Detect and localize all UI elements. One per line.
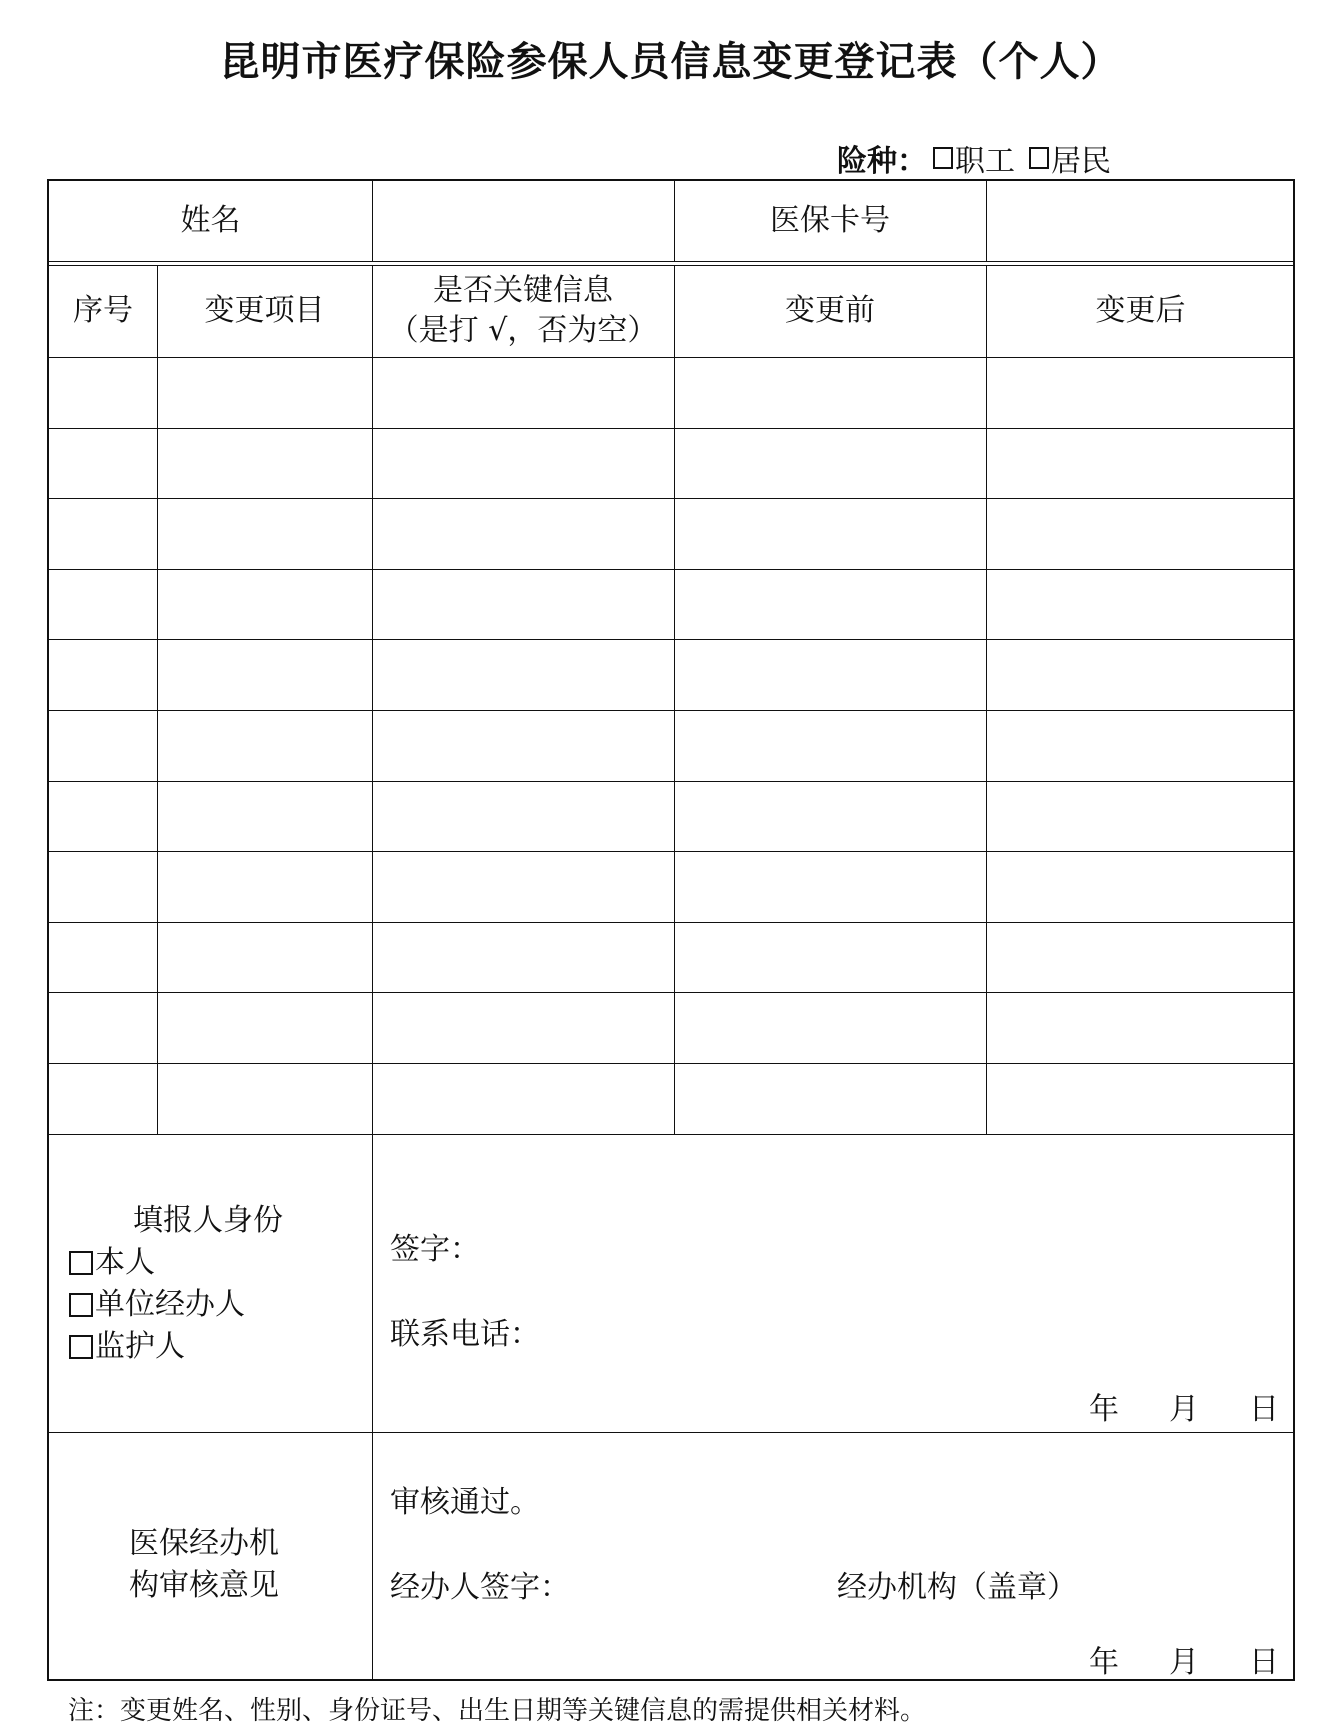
checkbox-icon[interactable] (933, 147, 953, 169)
filer-option-guardian[interactable] (69, 1326, 283, 1368)
table-cell[interactable] (674, 1063, 986, 1134)
filer-option-label: 监护人 (95, 1328, 185, 1364)
col-header-after: 变更后 (1095, 293, 1186, 328)
table-cell[interactable] (372, 781, 674, 852)
filer-identity-title: 填报人身份 (133, 1202, 283, 1238)
card-number-input[interactable] (986, 181, 1295, 261)
table-cell[interactable] (674, 357, 986, 428)
table-cell[interactable] (157, 1063, 372, 1134)
table-cell[interactable] (986, 569, 1295, 640)
insurance-option-employee[interactable] (927, 136, 1015, 180)
table-cell[interactable] (986, 357, 1295, 428)
filer-date-day: 日 (1249, 1392, 1279, 1427)
card-number-label: 医保卡号 (770, 203, 890, 238)
table-cell[interactable] (674, 992, 986, 1063)
form-title: 昆明市医疗保险参保人员信息变更登记表（个人） (219, 39, 1122, 85)
table-cell[interactable] (674, 569, 986, 640)
table-cell[interactable] (986, 922, 1295, 993)
table-cell[interactable] (674, 851, 986, 922)
filer-date-month: 月 (1169, 1392, 1199, 1427)
filer-option-unit-agent[interactable] (69, 1284, 283, 1326)
handler-signature-label: 经办人签字： (390, 1570, 570, 1605)
registration-form (47, 179, 1295, 1681)
insurance-option-resident[interactable] (1023, 136, 1111, 180)
review-approved-text: 审核通过。 (390, 1485, 540, 1520)
table-cell[interactable] (372, 357, 674, 428)
table-cell[interactable] (157, 639, 372, 710)
table-cell[interactable] (986, 639, 1295, 710)
filer-option-label: 单位经办人 (95, 1286, 245, 1322)
table-cell[interactable] (157, 428, 372, 499)
table-cell[interactable] (157, 922, 372, 993)
review-title-line1: 医保经办机 (129, 1526, 279, 1561)
table-cell[interactable] (372, 498, 674, 569)
checkbox-icon[interactable] (69, 1335, 93, 1359)
review-title-line2: 构审核意见 (129, 1568, 279, 1603)
footnote: 注：变更姓名、性别、身份证号、出生日期等关键信息的需提供相关材料。 (68, 1696, 927, 1726)
table-cell[interactable] (372, 1063, 674, 1134)
name-label: 姓名 (180, 203, 241, 238)
review-date-day: 日 (1249, 1645, 1279, 1680)
table-cell[interactable] (674, 428, 986, 499)
col-header-item: 变更项目 (204, 293, 325, 328)
table-cell[interactable] (157, 710, 372, 781)
table-cell[interactable] (157, 851, 372, 922)
table-cell[interactable] (674, 781, 986, 852)
table-cell[interactable] (372, 569, 674, 640)
table-cell[interactable] (157, 781, 372, 852)
table-cell[interactable] (986, 992, 1295, 1063)
col-header-before: 变更前 (785, 293, 875, 328)
table-cell[interactable] (674, 922, 986, 993)
table-cell[interactable] (986, 781, 1295, 852)
checkbox-icon[interactable] (1029, 147, 1049, 169)
review-date-year: 年 (1089, 1645, 1119, 1680)
review-date-month: 月 (1169, 1645, 1199, 1680)
col-header-seq: 序号 (73, 293, 133, 328)
checkbox-icon[interactable] (69, 1293, 93, 1317)
table-cell[interactable] (49, 357, 157, 428)
table-cell[interactable] (49, 569, 157, 640)
table-cell[interactable] (157, 357, 372, 428)
filer-option-label: 本人 (95, 1244, 155, 1280)
table-cell[interactable] (986, 1063, 1295, 1134)
checkbox-icon[interactable] (69, 1251, 93, 1275)
filer-option-self[interactable] (69, 1242, 283, 1284)
table-cell[interactable] (49, 992, 157, 1063)
grid-line (49, 1134, 1293, 1135)
insurance-option-label: 职工 (955, 144, 1015, 179)
table-cell[interactable] (49, 922, 157, 993)
table-cell[interactable] (372, 992, 674, 1063)
table-cell[interactable] (49, 639, 157, 710)
signature-label: 签字： (390, 1232, 480, 1267)
phone-label: 联系电话： (390, 1317, 540, 1352)
insurance-type (837, 136, 1119, 180)
grid-line (986, 181, 987, 261)
table-cell[interactable] (157, 498, 372, 569)
table-cell[interactable] (49, 781, 157, 852)
table-cell[interactable] (986, 851, 1295, 922)
table-cell[interactable] (674, 639, 986, 710)
table-cell[interactable] (49, 428, 157, 499)
table-cell[interactable] (986, 710, 1295, 781)
table-cell[interactable] (372, 639, 674, 710)
table-cell[interactable] (372, 922, 674, 993)
table-cell[interactable] (49, 710, 157, 781)
filer-date-year: 年 (1089, 1392, 1119, 1427)
table-cell[interactable] (674, 498, 986, 569)
table-cell[interactable] (49, 1063, 157, 1134)
table-cell[interactable] (372, 710, 674, 781)
table-cell[interactable] (157, 569, 372, 640)
grid-line (372, 181, 373, 261)
grid-line (674, 181, 675, 261)
name-input[interactable] (372, 181, 674, 261)
table-cell[interactable] (986, 498, 1295, 569)
table-cell[interactable] (674, 710, 986, 781)
col-header-key-info: 是否关键信息 （是打 √，否为空） (388, 273, 658, 348)
table-cell[interactable] (372, 851, 674, 922)
insurance-type-label: 险种： (837, 144, 927, 179)
grid-line (49, 1432, 1293, 1433)
table-cell[interactable] (372, 428, 674, 499)
insurance-option-label: 居民 (1051, 144, 1111, 179)
table-cell[interactable] (49, 498, 157, 569)
filer-identity (69, 1200, 283, 1368)
table-cell[interactable] (49, 851, 157, 922)
table-cell[interactable] (986, 428, 1295, 499)
table-cell[interactable] (157, 992, 372, 1063)
org-seal-label: 经办机构（盖章） (837, 1570, 1077, 1605)
grid-line (372, 1134, 373, 1681)
